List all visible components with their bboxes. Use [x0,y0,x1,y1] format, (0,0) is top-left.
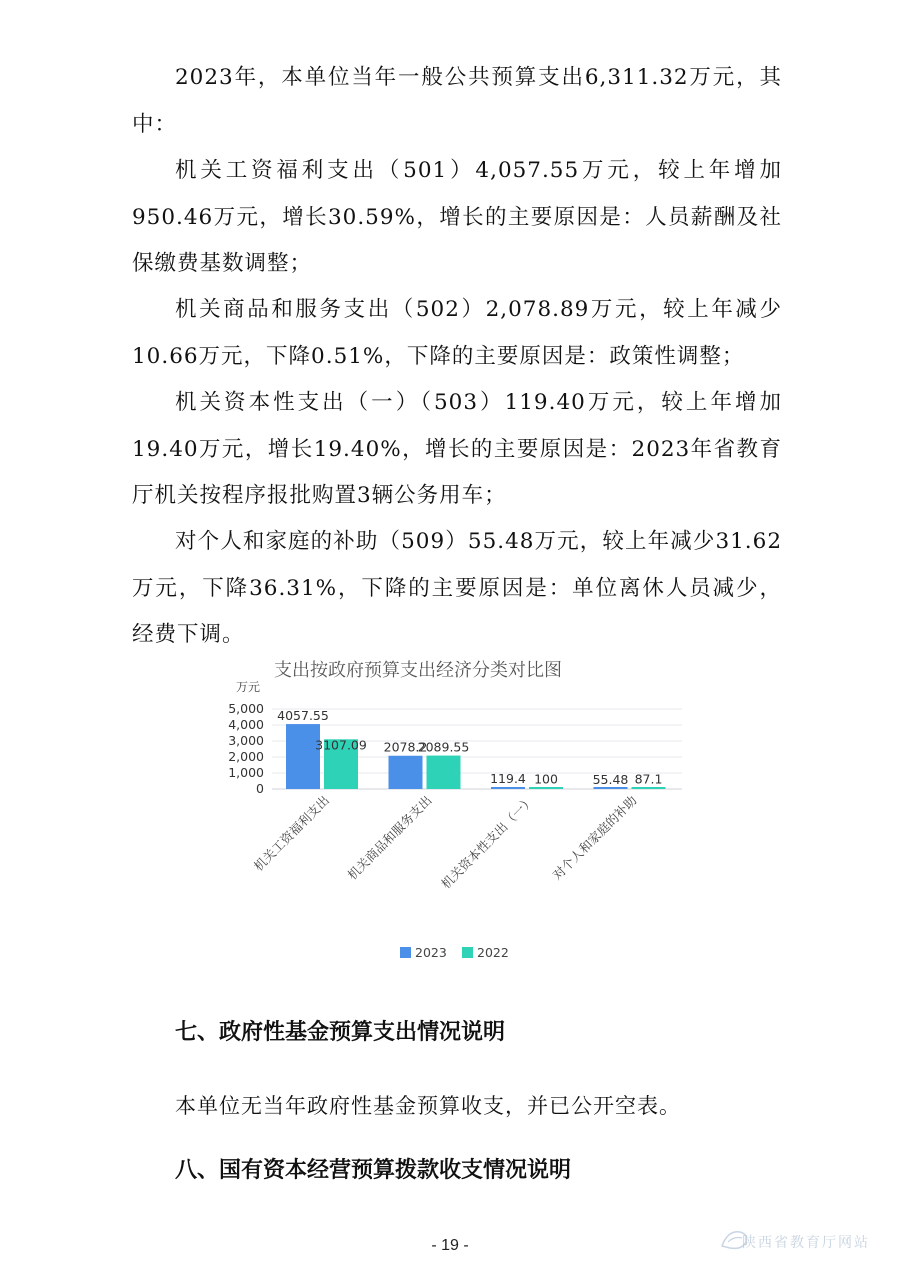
bar-2022-3 [632,787,666,789]
section-seven-title: 七、政府性基金预算支出情况说明 [175,1020,506,1045]
expenditure-comparison-chart [210,650,710,980]
paragraph-501: 机关工资福利支出（501）4,057.55万元，较上年增加950.46万元，增长30.59%，增长的主要原因是：人员薪酬及社保缴费基数调整； [132,158,782,276]
y-tick-label: 5,000 [228,701,264,716]
y-axis-unit: 万元 [235,680,261,694]
section-eight-title: 八、国有资本经营预算拨款收支情况说明 [175,1158,572,1183]
watermark-text: 陕西省教育厅网站 [742,1235,870,1251]
y-tick-label: 1,000 [228,765,264,780]
data-label: 55.48 [592,772,629,788]
x-category-label: 机关工资福利支出 [250,792,333,874]
data-label: 2089.55 [417,739,470,755]
x-category-label: 对个人和家庭的补助 [549,792,640,883]
data-label: 3107.09 [315,737,367,753]
legend-label: 2022 [477,945,509,960]
bar-2022-2 [529,787,563,789]
data-label: 119.4 [490,771,526,787]
y-tick-label: 2,000 [228,749,264,764]
paragraph-509: 对个人和家庭的补助（509）55.48万元，较上年减少31.62万元，下降36.31%，下降的主要原因是：单位离休人员减少，经费下调。 [132,529,782,647]
section-seven-body: 本单位无当年政府性基金预算收支，并已公开空表。 [175,1094,681,1118]
page-number: - 19 - [431,1237,469,1254]
paragraph-total: 2023年，本单位当年一般公共预算支出6,311.32万元，其中： [132,65,782,137]
bar-2023-1 [389,756,423,789]
y-tick-label: 4,000 [228,717,264,732]
y-tick-label: 0 [256,781,264,796]
data-label: 100 [534,771,558,787]
x-category-label: 机关商品和服务支出 [344,792,435,883]
bar-2022-1 [427,756,461,789]
chart-title: 支出按政府预算支出经济分类对比图 [274,660,562,681]
data-label: 2078.2 [383,739,428,755]
legend-swatch-2022 [462,947,473,958]
bar-2023-0 [286,724,320,789]
x-category-label: 机关资本性支出（一） [438,792,538,892]
legend-label: 2023 [415,945,447,960]
paragraph-502: 机关商品和服务支出（502）2,078.89万元，较上年减少10.66万元，下降0.51%，下降的主要原因是：政策性调整； [132,297,782,369]
bar-2023-2 [491,787,525,789]
bar-2023-3 [594,787,628,789]
data-label: 4057.55 [277,708,329,724]
legend-swatch-2023 [400,947,411,958]
paragraph-503: 机关资本性支出（一）（503）119.40万元，较上年增加19.40万元，增长19.40%，增长的主要原因是：2023年省教育厅机关按程序报批购置3辆公务用车； [132,390,782,508]
data-label: 87.1 [634,771,663,787]
y-tick-label: 3,000 [228,733,264,748]
